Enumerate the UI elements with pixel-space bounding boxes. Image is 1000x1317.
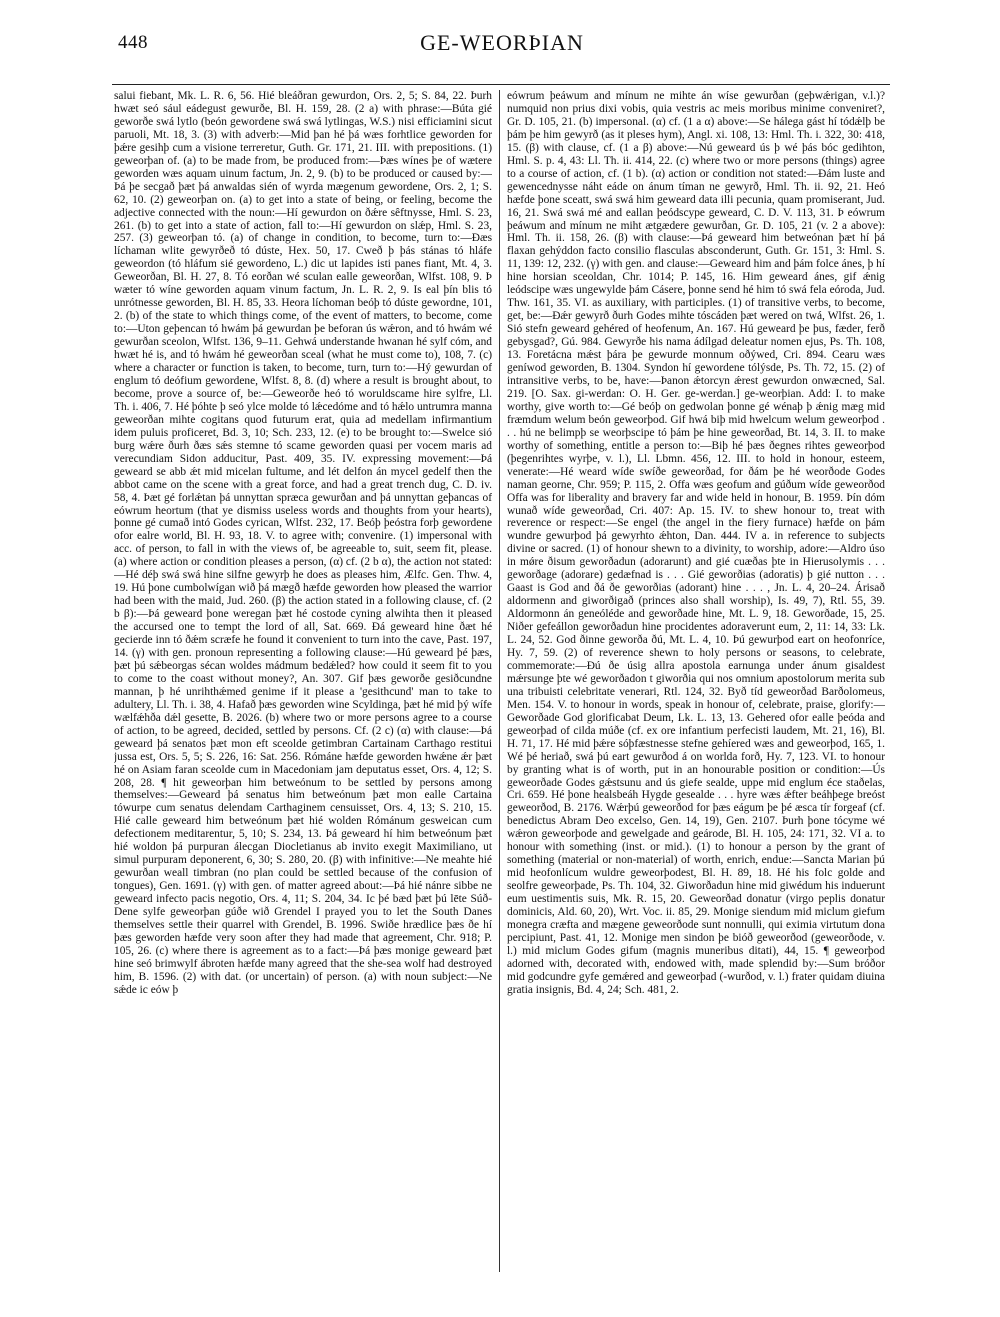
column-divider <box>499 90 500 1272</box>
right-column <box>507 90 885 1272</box>
right-column-text: eówrum þeáwum and mínum ne mihte án wíse gewurðan (geþwǽrigan, v.l.)? numquid non prius dixi vobis, quia vestris ac meis moribus minime conveniret?, Gr. D. 105, 21. (b) impersonal. (α) cf. (1 a α) above:—Se hálega gást hí tódǽlþ be þám þe him gewyrð (as it pleses hym), Angl. xi. 108, 13: Hml. Th. i. 322, 30: 418, 15. (β) with clause, cf. (1 a β) above:—Nú geweard ús þ wé þás bóc gedihton, Hml. S. p. 4, 43: Ll. Th. ii. 414, 22. (c) where two or more persons (things) agree to a course of action, cf. (1 b). (α) action or condition not stated:—Ðám luste and gewencednysse náht eáde on ánum tíman ne gewyrð, Hml. Th. ii. 92, 21. Heó hæfde þone sceatt, swá swá him geweard data illi pecunia, quam promiserant, Jud. 16, 21. Swá swá mé and eallan þeódscype geweard, C. D. V. 113, 31. Þ eówrum þeáwum and mínum ne miht ætgædere gewurðan, Gr. D. 105, 21 (v. 2 a above): Hml. Th. ii. 158, 26. (β) with clause:—Þá geweard him betweónan þæt hí þá flaxan gehýddon facto consilio flasculas absconderunt, Guth. Gr. 151, 3: Hml. S. 11, 139: 12, 232. (γ) with gen. and clause:—Geweard him and þám folce ánes, þ hí hine horsian sceoldan, Chr. 1014; P. 145, 16. Him geweard ánes, gif ǽnig leódscipe wæs ungewylde þám Cásere, þonne send hé him tó swá fela eóroda, Jud. Thw. 161, 35. VI. as auxiliary, with participles. (1) of transitive verbs, to become, get, be:—Ðǽr gewyrð ðurh Godes mihte tóscáden þæt wered on twá, Wlfst. 26, 1. Sió stefn geweard gehéred of heofenum, An. 167. Hú geweard þe þus, fæder, ferð gebysgad?, Gú. 984. Gewyrðe his nama ádílgad deleatur nomen ejus, Ps. Th. 108, 13. Foretácna mǽst þára þe gewurde monnum oðýwed, Cri. 894. Cearu wæs geníwod geworden, B. 1304. Syndon hí gewordene tólýsde, Ps. Th. 72, 15. (2) of intransitive verbs, to be, have:—Þanon ǽtorcyn ǽrest gewurdon onwæcned, Sal. 219. [O. Sax. gi-werdan: O. H. Ger. ge-werdan.] ge-weorþian. Add: I. to make worthy, give worth to:—Gé beóþ on gedwolan þonne gé wénaþ þ ǽnig mæg mid fræmdum welum beón geweorþod. Gif hwá biþ mid hwelcum welum geweorþod . . . hú ne belimpþ se weorþscipe tó þám þe hine geweorðad, Bt. 14, 3. II. to make worthy of something, entitle a person to:—Biþ hé þæs ðegnes rihtes geweorþod (þegenrihtes wyrþe, v. l.), Ll. Lbmn. 456, 12. III. to hold in honour, esteem, venerate:—Hé weard wíde swíðe geweorðad, for ðám þe hé weorðode Godes naman georne, Chr. 959; P. 115, 2. Offa wæs geofum and gúðum wíde geweorðod Offa was for liberality and bravery far and wide held in honour, B. 1959. Þín dóm wunað wíde geweorðad, Cri. 407: Ap. 15. IV. to shew honour to, treat with reverence or respect:—Se engel (the angel in the fiery furnace) hæfde on þám wundre gewurþod þá gewyrhto ǽhton, Dan. 444. IV a. in reference to subjects divine or sacred. (1) of honour shewn to a divinity, to worship, adore:—Aldro úso in mǿre ðisum geworðadun (adorarunt) and gié cuæðas þte in Hierusolymis . . . geworðage (adorare) gedæfnad is . . . Gié geworðias (adoratis) þ gié nutton . . . Gaast is God and ðá ðe geworðias (adorant) hine . . . , Jn. L. 4, 20–24. Árisað aldormenn and giworðigað (princes also shall worship), Is. 49, 7), Rtl. 55, 39. Aldormonn án geneóléde and geworðade hine, Mt. L. 9, 18. Geworðade, 15, 25. Niðer gefeállon geworðadun hine procidentes adoraverunt eum, 2, 11: 14, 33: Lk. L. 24, 52. God ðinne geworða ðú, Mt. L. 4, 10. Þú gewurþod eart on heofonríce, Hy. 7, 59. (2) of reverence shewn to holy persons or seasons, to celebrate, commemorate:—Ðú ðe úsig allra apostola earnunga under ánum gisaldest mǽrsunge þte wé geworðadon t giworðia qui nos omnium apostolorum merita sub una tribuisti celebritate venerari, Rtl. 124, 32. Byð tíd geweorðad Barðolomeus, Men. 154. V. to honour in words, speak in honour of, celebrate, praise, glorify:—Geworðade God glorificabat Deum, Lk. L. 13, 13. Gehered ofor ealle þeóda and geweorþad of cilda múðe (cf. ex ore infantium perfecisti laudem, Mt. 21, 16), Bl. H. 71, 17. Hé mid þǽre sóþfæstnesse stefne gehíered wæs and geweorþod, 165, 1. Wé þé heriað, swá þú eart gewurðod á on worlda forð, Hy. 7, 123. VI. to honour by granting what is of worth, put in an honourable position or condition:—Ús geweorðade Godes gǽstsunu and ús giefe sealde, uppe mid englum éce staðelas, Cri. 659. Hé þone healsbeáh Hygde gesealde . . . hyre wæs ǽfter beáhþege breóst geweorðod, B. 2176. Wǽrþú geweorðod for þæs eágum þe þé æsca tír forgeaf (cf. benedictus Abram Deo excelso, Gen. 14, 19), Gen. 2107. Þurh þone tócyme wé wǽron geweorþode and gewelgade and geárode, Bl. H. 105, 24: 171, 32. VI a. to honour with something (inst. or mid.). (1) to honour a person by the grant of something (material or non-material) of worth, enrich, endue:—Sancta Marian þú mid heofonlícum wuldre geweorþodest, Bl. H. 89, 18. Hé his folc golde and seolfre geweorþade, Ps. Th. 104, 32. Giworðadun hine mid giwédum his induerunt eum uestimentis suis, Mk. R. 15, 20. Geweorðad donatur (virgo peplis donatur dominicis, Ald. 60, 20), Wrt. Voc. ii. 85, 29. Monige siendum mid miclum giefum monegra cræfta and mægene geweorðode sunt nonnulli, qui eximia virtutum dona percipiunt, Past. 41, 12. Monige men sindon þe bióð geweorðod (geweorðode, v. l.) mid miclum Godes gifum (magnis muneribus ditati), 44, 15. ¶ geweorþod adorned with, decorated with, endowed with, made splendid by:—Sum bróðor mid godcundre gyfe gemǽred and geweorþad (-wurðod, v. l.) frater quidam diuina gratia insignis, Bd. 4, 24; Sch. 481, 2. <box>507 90 885 996</box>
page-header <box>112 30 892 70</box>
header-rule <box>112 84 890 85</box>
left-column-text: salui fiebant, Mk. L. R. 6, 56. Hié bleáðran gewurdon, Ors. 2, 5; S. 84, 22. Þurh hwæt seó sául eádegust gewurðe, Bl. H. 159, 28. (2 a) with phrase:—Búta gié geworðe swá lytlo (beón gewordene swá swá lytlingas, W.S.) nisi efficiamini sicut paruoli, Mt. 18, 3. (3) with adverb:—Mid þan hé þá wæs forhtlice geworden for þǽre gesihþ cum a visione terreretur, Guth. Gr. 171, 21. III. with prepositions. (1) geweorþan of. (a) to be made from, be produced from:—Þæs wínes þe of wætere geworden wæs aquam uinum factum, Jn. 2, 9. (b) to be produced or caused by:—Þá þe secgað þæt þá anwaldas sién of wyrda mægenum gewordene, Ors. 2, 1; S. 62, 10. (2) geweorþan on. (a) to get into a state of being, or feeling, become the adjective connected with the noun:—Hí gewurdon on ðǽre sêftnysse, Hml. S. 23, 261. (b) to get into a state of action, fall to:—Hí gewurdon on slǽp, Hml. S. 23, 257. (3) geweorþan tó. (a) of change in condition, to become, turn to:—Ðæs líchaman wlite gewyrðeð tó dúste, Hex. 50, 17. Cweð þ þás stánas tó hláfe geweordon (tó hláfum sié gewordeno, L.) dic ut lapides isti panes fiant, Mt. 4, 3. Geweorðan, Bl. H. 27, 8. Tó eorðan wé sculan ealle geweorðan, Wlfst. 108, 9. Þ wæter tó wíne geworden aquam vinum factum, Jn. L. R. 2, 9. Is eal þín blis tó unrótnesse geworden, Bl. H. 85, 33. Heora líchoman beóþ tó dúste gewordne, 101, 2. (b) of the state to which things come, of the event of matters, to become, come to:—Uton geþencan tó hwám þá gewurdan þe beforan ús wǽron, and tó hwám wé gewurðan sceolon, Wlfst. 136, 9–11. Gehwá understande hwanan hé sylf cóm, and hwæt hé is, and tó hwám hé geweorðan sceal (what he must come to), 108, 7. (c) where a character or function is taken, to become, turn, turn to:—Hý gewurdan of englum tó deófium gewordene, Wlfst. 8, 8. (d) where a result is brought about, to become, prove a source of, be:—Geweorðe heó tó woruldscame hire sylfre, Ll. Th. i. 406, 7. Hé þóhte þ seó ylce molde tó lǽcedóme and tó hǽlo untrumra manna geweorðan mihte cogitans quod futurum erat, quia ad medellam infirmantium idem puluis proficeret, Bd. 3, 10; Sch. 233, 12. (e) to be brought to:—Swelce sió burg wǽre ðurh ðæs sǽs stemne tó scame geworden quasi per vocem maris ad verecundiam Sidon adducitur, Past. 409, 35. IV. expressing movement:—Þá geweard se abb ǽt mid micelan fultume, and lét delfon án mycel gedelf then the abbot came on the scene with a great force, and had a great trench dug, C. D. iv. 58, 4. Þæt gé forlǽtan þá unnyttan spræca gewurðan and þá unnyttan geþancas of eówrum heortum (that ye dismiss useless words and thoughts from your hearts), þonne gé cumað intó Godes cyrican, Wlfst. 232, 17. Beóþ þeóstra forþ gewordene ofor ealre world, Bl. H. 93, 18. V. to agree with; convenire. (1) impersonal with acc. of person, to fall in with the views of, be agreeable to, suit, seem fit, please. (a) where action or condition pleases a person, (α) cf. (2 b α), the action not stated:—Hé déþ swá swá hine silfne gewyrþ he does as pleases him, Ælfc. Gen. Thw. 4, 19. Hú þone cumbolwígan wið þá mægð hæfde geworden how pleased the warrior had been with the maid, Jud. 260. (β) the action stated in a following clause, cf. (2 b β):—Þá geweard þone weregan þæt hé costode cyning alwihta then it pleased the accursed one to tempt the lord of all, Sat. 669. Ðá geweard hine ðæt hé gecierde inn tó ðǽm scræfe he found it convenient to turn into the cave, Past. 197, 14. (γ) with gen. pronoun representing a following clause:—Hú geweard þé þæs, þæt þú sǽbeorgas sécan woldes mádmum bedǽled? how could it seem fit to you to come to the coast without money?, An. 307. Gif þæs geworðe gesiðcundne mannan, þ hé unrihthǽmed genime if it please a 'gesithcund' man to take to adultery, Ll. Th. i. 38, 4. Hafað þæs geworden wine Scyldinga, þæt hé mid þý wífe wælfǽhða dǽl gesette, B. 2026. (b) where two or more persons agree to a course of action, to be agreed, decided, settled by persons. Cf. (2 c) (α) with clause:—Þá geweard þá senatos þæt mon eft sceolde getimbran Cartainam Carthago restitui jussa est, Ors. 5, 5; S. 226, 16: Sat. 256. Rómáne hæfde geworden hwǽne ǽr þæt hé on Asiam faran sceolde cum in Macedoniam jam deputatus esset, Ors. 4, 12; S. 208, 28. ¶ hit geweorþan him betweónum to be settled by persons among themselves:—Geweard þá senatus him betweónum þæt mon ealle Cartaina tówurpe cum senatus delendam Carthaginem censuisset, Ors. 4, 13; S. 210, 15. Hié calle geweard him betweónum þæt hié wolden Rómánum gesweican cum defectionem meditarentur, 5, 10; S. 234, 13. Þá geweard hí him betweónum þæt hié woldon þá purpuran álecgan Diocletianus ab invito exegit Maximiliano, ut simul purpuram deponerent, 6, 30; S. 280, 20. (β) with infinitive:—Ne meahte hié gewurðan weall timbran (no plan could be settled because of the confusion of tongues), Gen. 1691. (γ) with gen. of matter agreed about:—Þá hié nánre sibbe ne geweard infecto pacis negotio, Ors. 4, 11; S. 204, 34. Ic þé bæd þæt þú lēte Súð-Dene sylfe geweorþan gúðe wið Grendel I prayed you to let the South Danes themselves settle their quarrel with Grendel, B. 1996. Swiðe hrædlice þæs ðe hí þæs geworden hæfde very soon after they had made that agreement, Chr. 918; P. 105, 26. (c) where there is agreement as to a fact:—Þá þæs monige geweard þæt hine seó brimwylf ábroten hæfde many agreed that the she-sea wolf had destroyed him, B. 1596. (2) with dat. (or uncertain) of person. (a) with noun subject:—Ne sǽde ic eów þ <box>114 90 492 996</box>
running-head: GE-WEORÞIAN <box>420 30 584 55</box>
left-column <box>114 90 492 1272</box>
page-number: 448 <box>118 32 148 53</box>
